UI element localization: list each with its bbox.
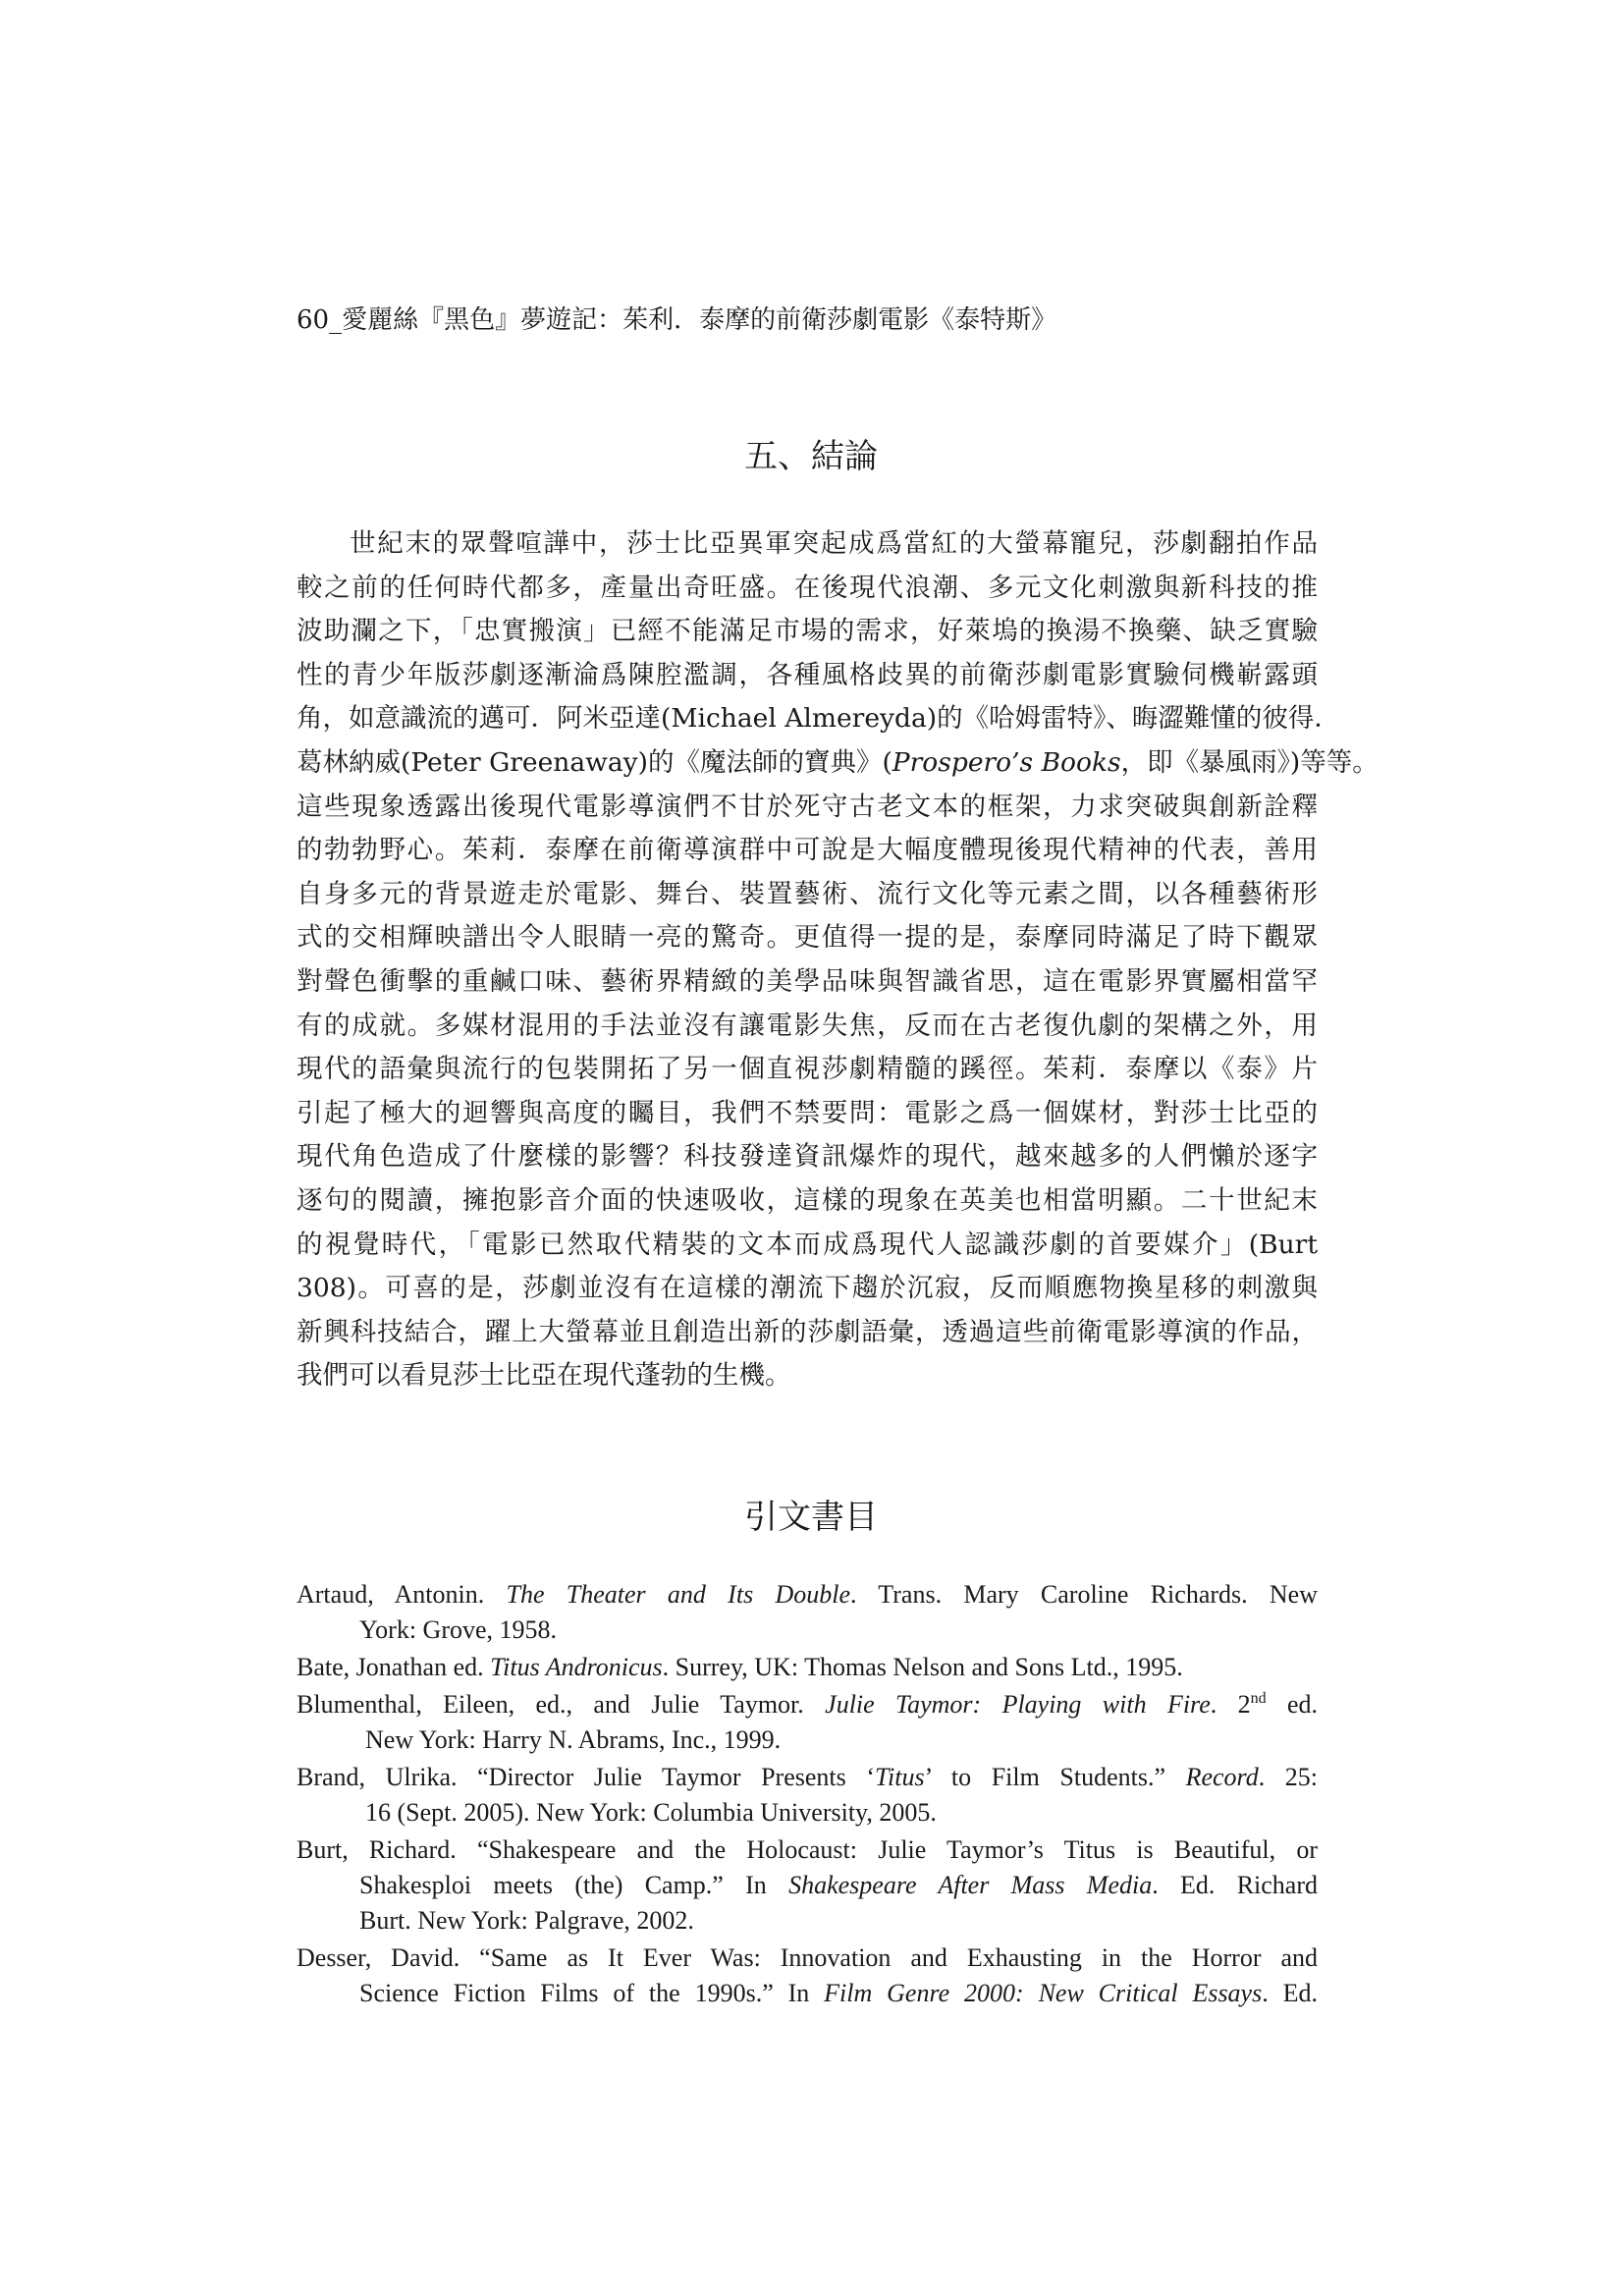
citation-line: Burt, Richard. “Shakespeare and the Holocaust: Julie Taymor’s Titus is Beautiful, or: [297, 1835, 1318, 1864]
citation-text: . 2: [1210, 1690, 1251, 1719]
paragraph-line: 的視覺時代，「電影已然取代精裝的文本而成爲現代人認識莎劇的首要媒介」(Burt: [297, 1229, 1318, 1260]
paragraph-line: 引起了極大的迴響與高度的矚目，我們不禁要問：電影之爲一個媒材，對莎士比亞的: [297, 1097, 1318, 1128]
superscript: nd: [1250, 1690, 1267, 1707]
citation-line: [297, 1687, 1318, 1722]
paragraph-line: 現代角色造成了什麼樣的影響？科技發達資訊爆炸的現代，越來越多的人們懶於逐字: [297, 1141, 1318, 1173]
citation-line: Desser, David. “Same as It Ever Was: Innovation and Exhausting in the Horror and: [297, 1943, 1318, 1972]
citation-text: Brand, Ulrika. “Director Julie Taymor Presents ‘: [297, 1763, 875, 1791]
paragraph-line: 對聲色衝擊的重鹹口味、藝術界精緻的美學品味與智識省思，這在電影界實屬相當罕: [297, 965, 1318, 997]
works-cited-list: [297, 1577, 1318, 2013]
citation-line: Burt. New York: Palgrave, 2002.: [359, 1906, 694, 1935]
paragraph-line: 波助瀾之下，「忠實搬演」已經不能滿足市場的需求，好萊塢的換湯不換藥、缺乏實驗: [297, 616, 1318, 647]
section-title-works-cited: 引文書目: [744, 1498, 878, 1537]
paragraph-line: 世紀末的眾聲喧譁中，莎士比亞異軍突起成爲當紅的大螢幕寵兒，莎劇翻拍作品: [350, 528, 1318, 559]
citation-entry: [297, 1650, 1318, 1685]
paragraph-line: 這些現象透露出後現代電影導演們不甘於死守古老文本的框架，力求突破與創新詮釋: [297, 791, 1318, 822]
paragraph-line: 角，如意識流的邁可．阿米亞達(Michael Almereyda)的《哈姆雷特》、晦澀難懂的彼得．: [297, 703, 1340, 735]
citation-entry: [297, 1687, 1318, 1758]
citation-line: [297, 1976, 1318, 2011]
paragraph-line: 我們可以看見莎士比亞在現代蓬勃的生機。: [297, 1360, 791, 1392]
paragraph-line: 的勃勃野心。茱莉．泰摩在前衛導演群中可說是大幅度體現後現代精神的代表，善用: [297, 835, 1318, 866]
citation-text: . Ed.: [1262, 1979, 1318, 2007]
paragraph-line: 式的交相輝映譜出令人眼睛一亮的驚奇。更值得一提的是，泰摩同時滿足了時下觀眾: [297, 922, 1318, 954]
paragraph-line: 308)。可喜的是，莎劇並沒有在這樣的潮流下趨於沉寂，反而順應物換星移的刺激與: [297, 1273, 1318, 1304]
citation-line: [297, 1868, 1318, 1903]
paragraph-line: 性的青少年版莎劇逐漸淪爲陳腔濫調，各種風格歧異的前衛莎劇電影實驗伺機嶄露頭: [297, 659, 1318, 690]
citation-title: Titus: [875, 1763, 925, 1791]
citation-entry: [297, 1760, 1318, 1831]
citation-text: ed.: [1266, 1690, 1319, 1719]
citation-entry: [297, 1941, 1318, 2011]
section-title-conclusion: 五、結論: [744, 437, 878, 476]
running-header: 60_愛麗絲『黑色』夢遊記：茱利．泰摩的前衛莎劇電影《泰特斯》: [297, 305, 1057, 335]
citation-text: Shakesploi meets (the) Camp.” In: [359, 1871, 789, 1899]
citation-line: 16 (Sept. 2005). New York: Columbia University, 2005.: [365, 1798, 937, 1827]
citation-text: ’ to Film Students.”: [924, 1763, 1186, 1791]
citation-line: New York: Harry N. Abrams, Inc., 1999.: [365, 1725, 782, 1754]
paragraph-line: 自身多元的背景遊走於電影、舞台、裝置藝術、流行文化等元素之間，以各種藝術形: [297, 878, 1318, 909]
citation-text: Artaud, Antonin.: [297, 1580, 507, 1609]
paragraph-line: 新興科技結合，躍上大螢幕並且創造出新的莎劇語彙，透過這些前衛電影導演的作品，: [297, 1316, 1318, 1347]
citation-text: Blumenthal, Eileen, ed., and Julie Taymor.: [297, 1690, 826, 1719]
citation-text: Science Fiction Films of the 1990s.” In: [359, 1979, 825, 2007]
citation-text: Bate, Jonathan ed.: [297, 1653, 491, 1681]
paragraph-line: 逐句的閱讀，擁抱影音介面的快速吸收，這樣的現象在英美也相當明顯。二十世紀末: [297, 1184, 1318, 1216]
line-text: ，即《暴風雨》)等等。: [1120, 746, 1379, 778]
conclusion-paragraph: [297, 522, 1379, 1398]
citation-line: [297, 1760, 1318, 1795]
citation-title: Film Genre 2000: New Critical Essays: [824, 1979, 1263, 2007]
citation-text: . Surrey, UK: Thomas Nelson and Sons Ltd., 1995.: [662, 1653, 1183, 1681]
book-title-italic: Prospero’s Books: [892, 746, 1121, 778]
citation-text: . 25:: [1258, 1763, 1318, 1791]
citation-line: [297, 1650, 1318, 1685]
paragraph-line: 有的成就。多媒材混用的手法並沒有讓電影失焦，反而在古老復仇劇的架構之外，用: [297, 1010, 1318, 1041]
citation-entry: [297, 1832, 1318, 1939]
paragraph-line: 較之前的任何時代都多，產量出奇旺盛。在後現代浪潮、多元文化刺激與新科技的推: [297, 572, 1318, 603]
citation-text: . Trans. Mary Caroline Richards. New: [850, 1580, 1318, 1609]
citation-line: [297, 1577, 1318, 1613]
citation-title: Titus Andronicus: [490, 1653, 663, 1681]
citation-line: York: Grove, 1958.: [359, 1615, 558, 1644]
paragraph-line: 現代的語彙與流行的包裝開拓了另一個直視莎劇精髓的蹊徑。茱莉．泰摩以《泰》片: [297, 1054, 1318, 1085]
citation-entry: [297, 1577, 1318, 1648]
citation-title: The Theater and Its Double: [506, 1580, 850, 1609]
paragraph-line: [297, 741, 1379, 786]
line-text: 葛林納威(Peter Greenaway)的《魔法師的寶典》(: [297, 746, 892, 778]
citation-title: Record: [1185, 1763, 1259, 1791]
citation-title: Julie Taymor: Playing with Fire: [825, 1690, 1211, 1719]
citation-text: . Ed. Richard: [1152, 1871, 1319, 1899]
citation-title: Shakespeare After Mass Media: [788, 1871, 1153, 1899]
